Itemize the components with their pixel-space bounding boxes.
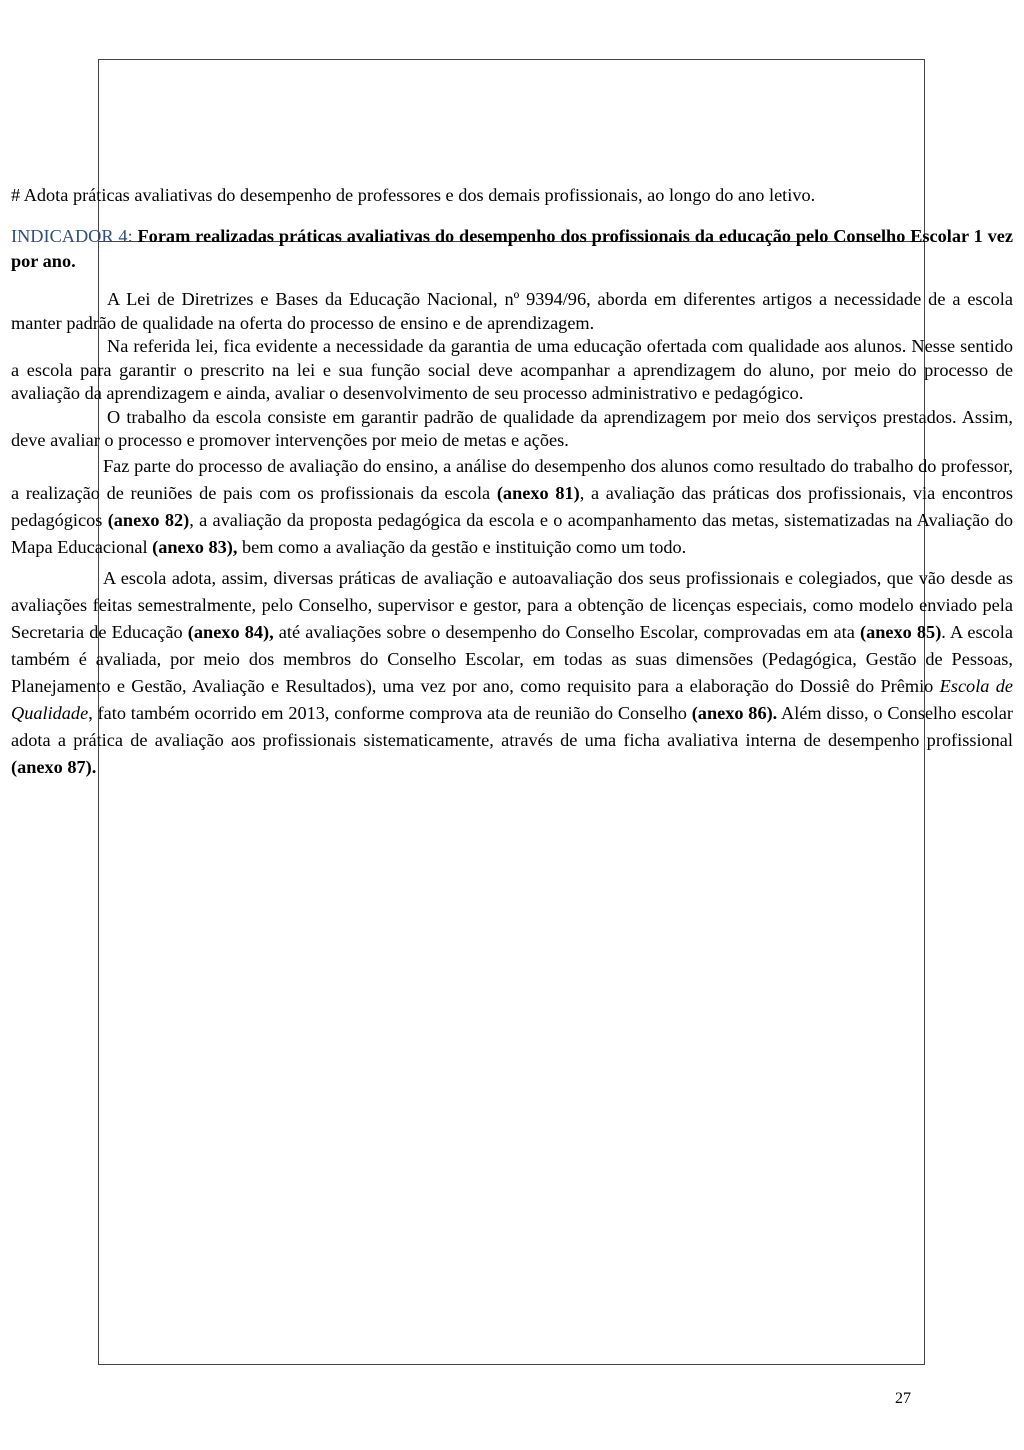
paragraph-1: A Lei de Diretrizes e Bases da Educação Nacional, nº 9394/96, aborda em diferentes artigos a necessidade de a escola manter padrão de qualidade na oferta do processo de ensino e de aprendizagem.: [11, 289, 1013, 333]
document-body: [11, 183, 1013, 781]
annex-87-ref: (anexo 87).: [11, 756, 97, 777]
indicator-text: Foram realizadas práticas avaliativas do desempenho dos profissionais da educação pelo Conselho Escolar 1 vez por ano.: [11, 226, 1013, 271]
criterion-text: # Adota práticas avaliativas do desempenho de professores e dos demais profissionais, ao longo do ano letivo.: [11, 185, 816, 205]
p4-text-3: , a avaliação da proposta pedagógica da escola e o acompanhamento das metas, sistematizadas na Avaliação do Mapa Educacional: [11, 509, 1014, 557]
award-name: Escola de Qualidade: [11, 675, 1013, 723]
p5-text-2: até avaliações sobre o desempenho do Conselho Escolar, comprovadas em ata: [273, 621, 860, 642]
annex-84-ref: (anexo 84),: [187, 621, 274, 642]
p5-text-1: A escola adota, assim, diversas práticas de avaliação e autoavaliação dos seus profissionais e colegiados, que vão desde as avaliações feitas semestralmente, pelo Conselho, supervisor e gestor, para a obtenção de licenças especiais, como modelo enviado pela Secretaria de Educação: [11, 567, 1013, 642]
p4-text-4: bem como a avaliação da gestão e instituição como um todo.: [237, 536, 687, 557]
annex-85-ref: (anexo 85): [859, 621, 942, 642]
annex-82-ref: (anexo 82): [107, 509, 190, 530]
paragraph-2: Na referida lei, fica evidente a necessidade da garantia de uma educação ofertada com qualidade aos alunos. Nesse sentido a escola para garantir o prescrito na lei e sua função social deve acompanhar a aprendizagem do aluno, por meio do processo de avaliação da aprendizagem e ainda, avaliar o desenvolvimento de seu processo administrativo e pedagógico.: [11, 336, 1013, 403]
annex-81-ref: (anexo 81): [496, 482, 580, 503]
paragraph-3: O trabalho da escola consiste em garantir padrão de qualidade da aprendizagem por meio dos serviços prestados. Assim, deve avaliar o processo e promover intervenções por meio de metas e ações.: [11, 406, 1013, 450]
annex-86-ref: (anexo 86).: [691, 702, 778, 723]
p4-text-2: , a avaliação das práticas dos profissionais, via encontros pedagógicos: [11, 482, 1013, 530]
p5-text-5: Além disso, o Conselho escolar adota a prática de avaliação aos profissionais sistematicamente, através de uma ficha avaliativa interna de desempenho profissional: [11, 702, 1013, 750]
p5-text-3: . A escola também é avaliada, por meio dos membros do Conselho Escolar, em todas as suas dimensões (Pedagógica, Gestão de Pessoas, Planejamento e Gestão, Avaliação e Resultados), uma vez por ano, como requisito para a elaboração do Dossiê do Prêmio: [11, 621, 1014, 696]
indicator-label: INDICADOR 4:: [11, 226, 133, 246]
page-number: 27: [895, 1390, 911, 1407]
p4-text-1: Faz parte do processo de avaliação do ensino, a análise do desempenho dos alunos como resultado do trabalho do professor, a realização de reuniões de pais com os profissionais da escola: [11, 455, 1013, 503]
p5-text-4: , fato também ocorrido em 2013, conforme comprova ata de reunião do Conselho: [88, 702, 692, 723]
annex-83-ref: (anexo 83),: [152, 536, 238, 557]
indicator-heading: [11, 224, 1013, 274]
paragraph-4: [11, 453, 1013, 561]
paragraph-5: [11, 565, 1013, 781]
